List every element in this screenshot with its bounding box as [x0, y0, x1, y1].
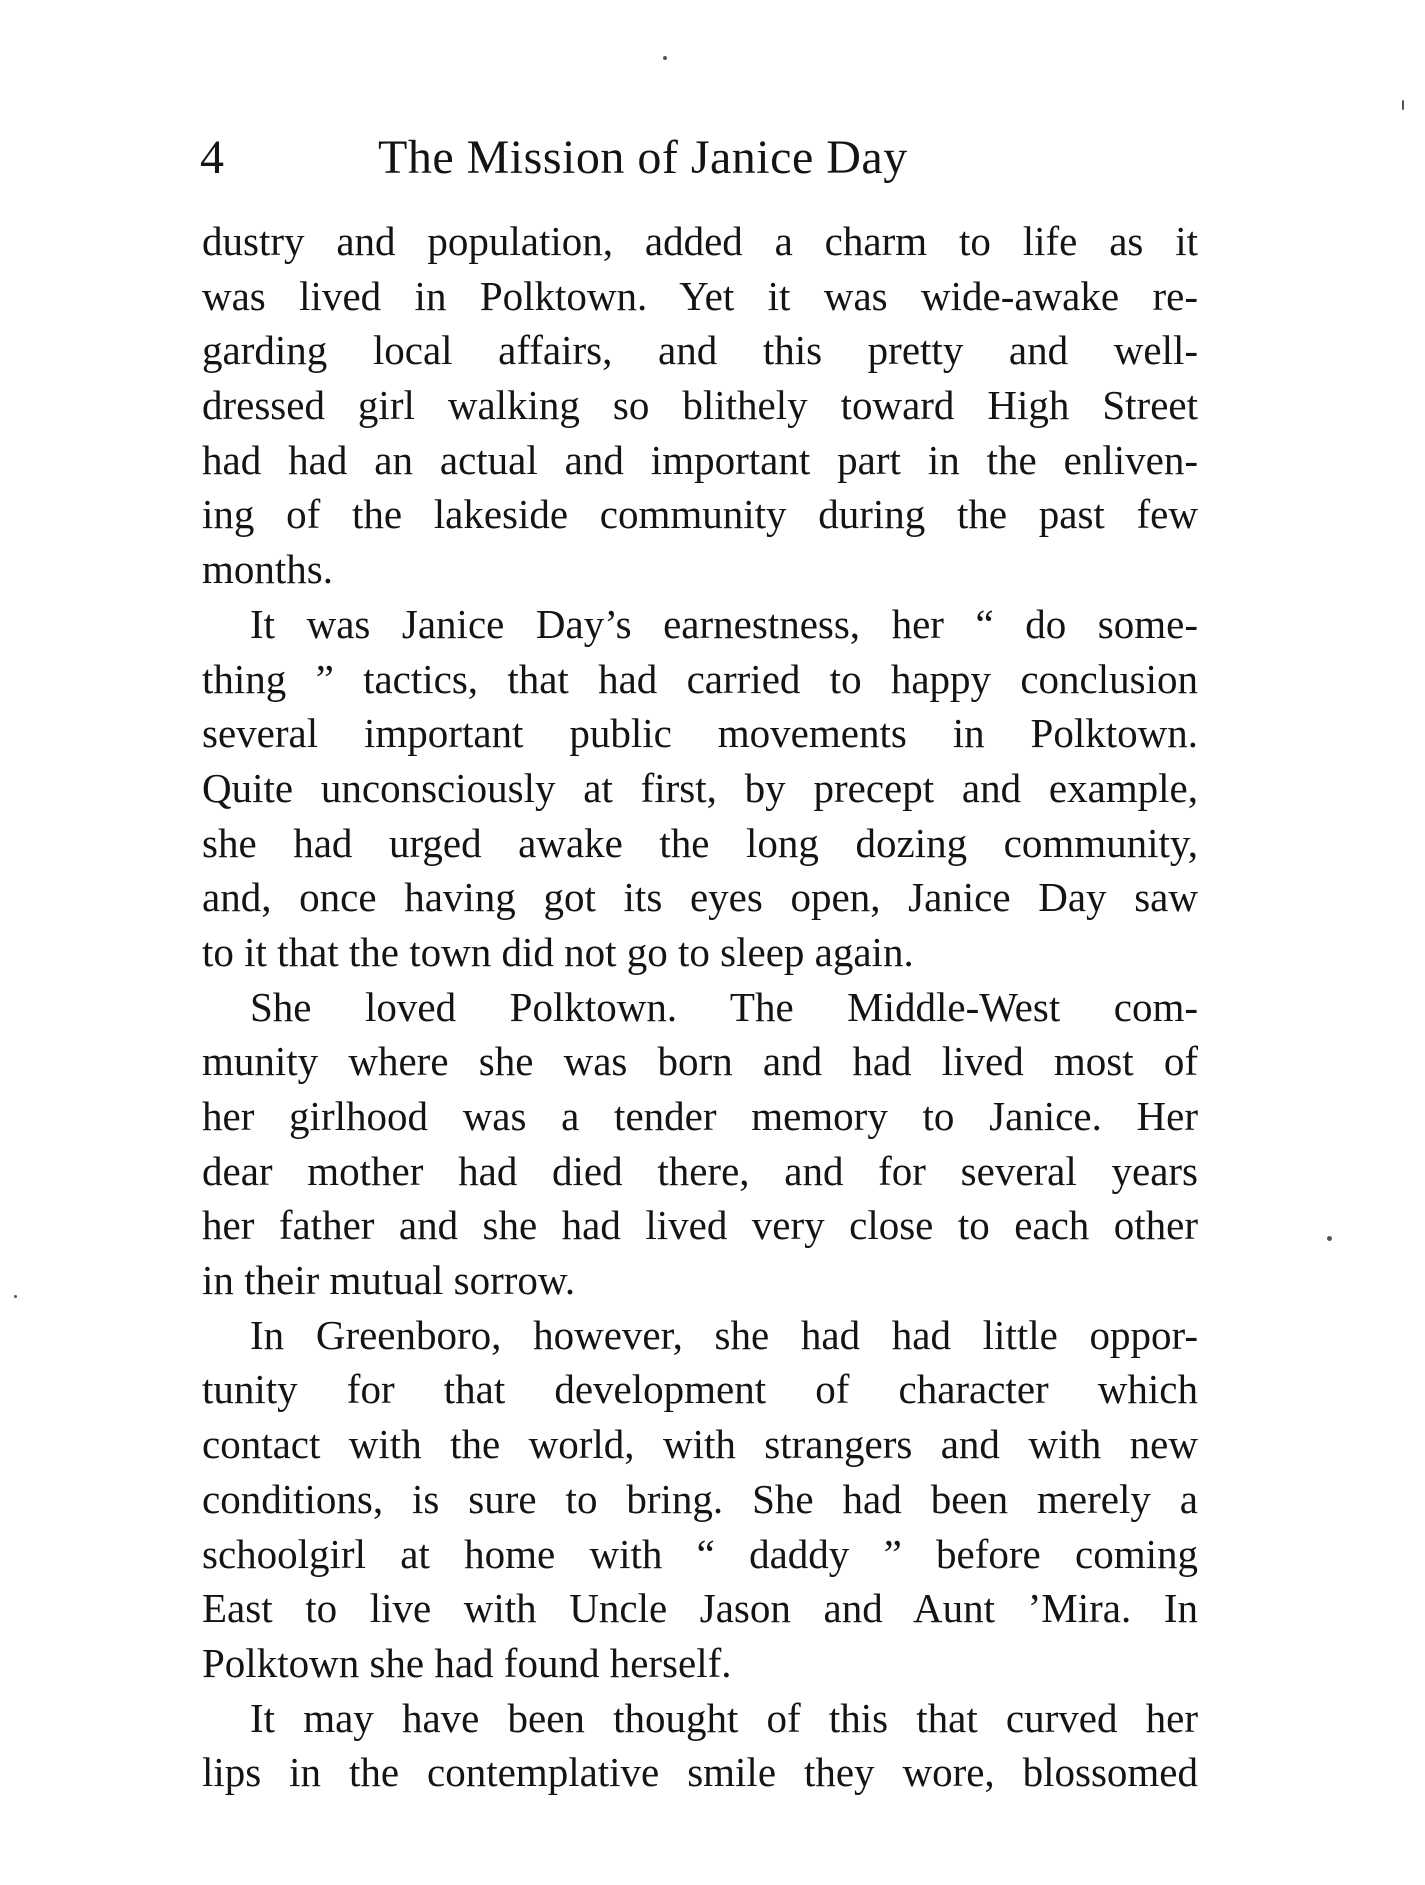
text-line: Polktown she had found herself.: [202, 1639, 732, 1686]
scan-speck: [663, 56, 667, 60]
scan-speck: [1327, 1236, 1332, 1241]
text-line: and, once having got its eyes open, Janice Day saw: [202, 874, 1198, 921]
scan-speck: [1402, 100, 1404, 110]
text-line: It may have been thought of this that curved her: [250, 1694, 1198, 1741]
text-line: her father and she had lived very close to each other: [202, 1202, 1198, 1249]
book-title: The Mission of Janice Day: [378, 131, 908, 184]
text-line: lips in the contemplative smile they wore, blossomed: [202, 1749, 1198, 1796]
text-line: ing of the lakeside community during the past few: [202, 491, 1198, 538]
scan-speck: [14, 1295, 17, 1298]
text-line: garding local affairs, and this pretty and well-: [202, 327, 1198, 374]
body-text: [202, 214, 1198, 1800]
running-head: [200, 128, 1200, 188]
text-line: contact with the world, with strangers and with new: [202, 1421, 1198, 1468]
text-line: In Greenboro, however, she had had little oppor-: [250, 1311, 1198, 1358]
text-line: munity where she was born and had lived most of: [202, 1038, 1198, 1085]
text-line: conditions, is sure to bring. She had been merely a: [202, 1475, 1198, 1522]
text-line: She loved Polktown. The Middle-West com-: [250, 983, 1198, 1030]
text-line: thing ” tactics, that had carried to happy conclusion: [202, 655, 1198, 702]
text-line: she had urged awake the long dozing community,: [202, 819, 1198, 866]
text-line: to it that the town did not go to sleep again.: [202, 928, 914, 975]
text-line: dear mother had died there, and for several years: [202, 1147, 1198, 1194]
text-line: Quite unconsciously at first, by precept and example,: [202, 764, 1198, 811]
text-line: It was Janice Day’s earnestness, her “ do some-: [250, 600, 1198, 647]
text-line: months.: [202, 546, 333, 593]
text-line: had had an actual and important part in the enliven-: [202, 436, 1198, 483]
text-line: in their mutual sorrow.: [202, 1257, 576, 1304]
text-line: tunity for that development of character which: [202, 1366, 1198, 1413]
text-line: dressed girl walking so blithely toward High Street: [202, 382, 1198, 429]
text-line: East to live with Uncle Jason and Aunt ’Mira. In: [202, 1585, 1198, 1632]
text-line: schoolgirl at home with “ daddy ” before coming: [202, 1530, 1198, 1577]
text-line: was lived in Polktown. Yet it was wide-awake re-: [202, 272, 1198, 319]
text-line: her girlhood was a tender memory to Janice. Her: [202, 1093, 1198, 1139]
text-line: dustry and population, added a charm to life as it: [202, 218, 1198, 264]
text-line: several important public movements in Polktown.: [202, 710, 1198, 757]
page-number: 4: [200, 131, 224, 184]
